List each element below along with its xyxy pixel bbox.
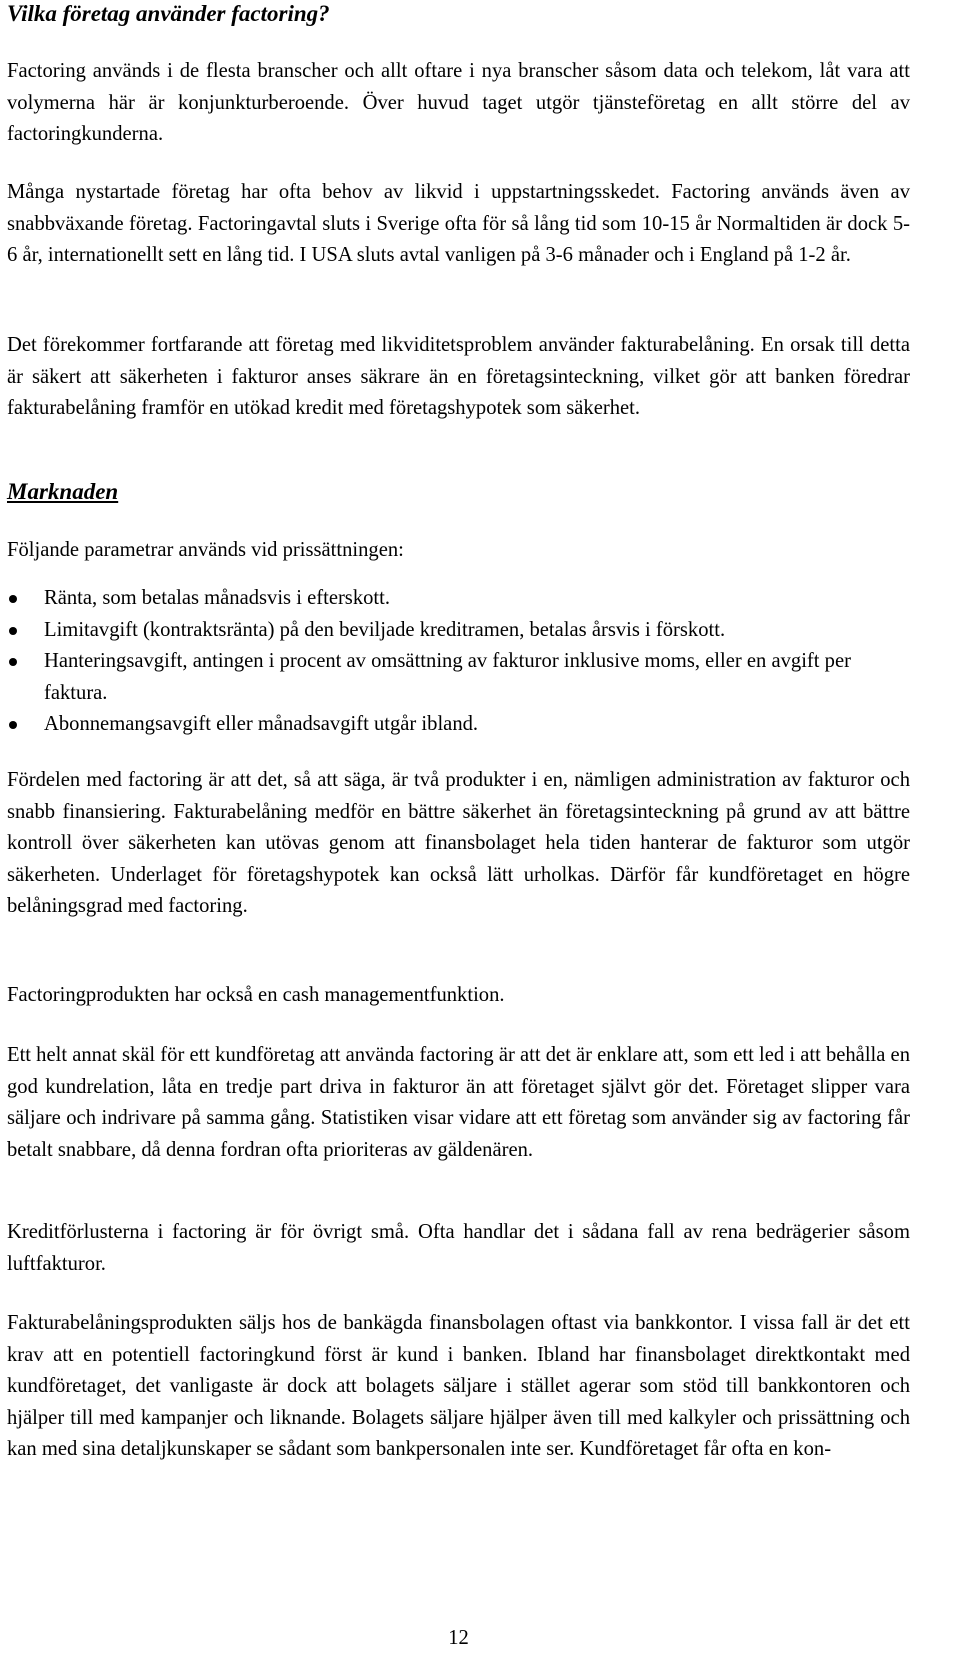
paragraph-cash-management: Factoringprodukten har också en cash managementfunktion. xyxy=(7,984,505,1006)
list-item-text: Ränta, som betalas månadsvis i efterskott. xyxy=(44,587,391,609)
paragraph-kreditforluster: Kreditförlusterna i factoring är för övrigt små. Ofta handlar det i sådana fall av rena bedrägerier såsom luftfakturor. xyxy=(7,1221,910,1275)
list-item xyxy=(7,646,910,709)
pricing-parameters-list xyxy=(7,583,910,741)
list-item-text: Limitavgift (kontraktsränta) på den beviljade kreditramen, betalas årsvis i förskott. xyxy=(44,618,726,641)
paragraph-parametrar-intro: Följande parametrar används vid prissättningen: xyxy=(7,539,404,561)
list-item-text: Hanteringsavgift, antingen i procent av omsättning av fakturor inklusive moms, eller en avgift per faktura. xyxy=(44,650,851,704)
section-heading-vilka-foretag: Vilka företag använder factoring? xyxy=(7,1,330,26)
section-heading-marknaden: Marknaden xyxy=(7,479,119,504)
bullet-icon xyxy=(9,627,17,635)
list-item xyxy=(7,709,910,741)
list-item xyxy=(7,615,910,647)
paragraph-fordelen: Fördelen med factoring är att det, så att säga, är två produkter i en, nämligen administration av fakturor och snabb finansiering. Fakturabelåning medför en bättre säkerhet än företagsinteckning på grund av att bättre kontroll över säkerheten kan utövas genom att finansbolaget hela tiden hanterar de fakturor som utgör säkerheten. Underlaget för företagshypotek kan också lätt urholkas. Därför får kundföretaget en högre belåningsgrad med factoring. xyxy=(7,769,910,917)
paragraph-nystartade: Många nystartade företag har ofta behov av likvid i uppstartningsskedet. Factoring används även av snabbväxande företag. Factoringavtal sluts i Sverige ofta för så lång tid som 10-15 år Normaltiden är dock 5-6 år, internationellt sett en lång tid. I USA sluts avtal vanligen på 3-6 månader och i England på 1-2 år. xyxy=(7,181,910,266)
bullet-icon xyxy=(9,595,17,603)
bullet-icon xyxy=(9,658,17,666)
paragraph-likviditet: Det förekommer fortfarande att företag med likviditetsproblem använder fakturabelåning. En orsak till detta är säkert att säkerheten i fakturor anses säkrare än en företagsinteckning, vilket gör att banken föredrar fakturabelåning framför en utökad kredit med företagshypotek som säkerhet. xyxy=(7,334,910,419)
bullet-icon xyxy=(9,721,17,729)
list-item-text: Abonnemangsavgift eller månadsavgift utgår ibland. xyxy=(44,713,479,735)
paragraph-branscher: Factoring används i de flesta branscher och allt oftare i nya branscher såsom data och telekom, låt vara att volymerna här är konjunkturberoende. Över huvud taget utgör tjänsteföretag en allt större del av factoringkunderna. xyxy=(7,60,910,145)
paragraph-bankkontor: Fakturabelåningsprodukten säljs hos de bankägda finansbolagen oftast via bankkontor. I vissa fall är det ett krav att en potentiell factoringkund först är kund i banken. Ibland har finansbolaget direktkontakt med kundföretaget, det vanligaste är dock att bolagets säljare i stället agerar som stöd till bankkontoren och hjälper till med kampanjer och liknande. Bolagets säljare hjälper även till med kalkyler och prissättning och kan med sina detaljkunskaper se sådant som bankpersonalen inte ser. Kundföretaget får ofta en kon- xyxy=(7,1312,910,1460)
page-number: 12 xyxy=(448,1627,469,1649)
paragraph-kundrelation: Ett helt annat skäl för ett kundföretag att använda factoring är att det är enklare att, som ett led i att behålla en god kundrelation, låta en tredje part driva in fakturor än att företaget självt gör det. Företaget slipper vara säljare och indrivare på samma gång. Statistiken visar vidare att ett företag som använder sig av factoring får betalt snabbare, då denna fordran ofta prioriteras av gäldenären. xyxy=(7,1044,910,1161)
list-item xyxy=(7,583,910,615)
